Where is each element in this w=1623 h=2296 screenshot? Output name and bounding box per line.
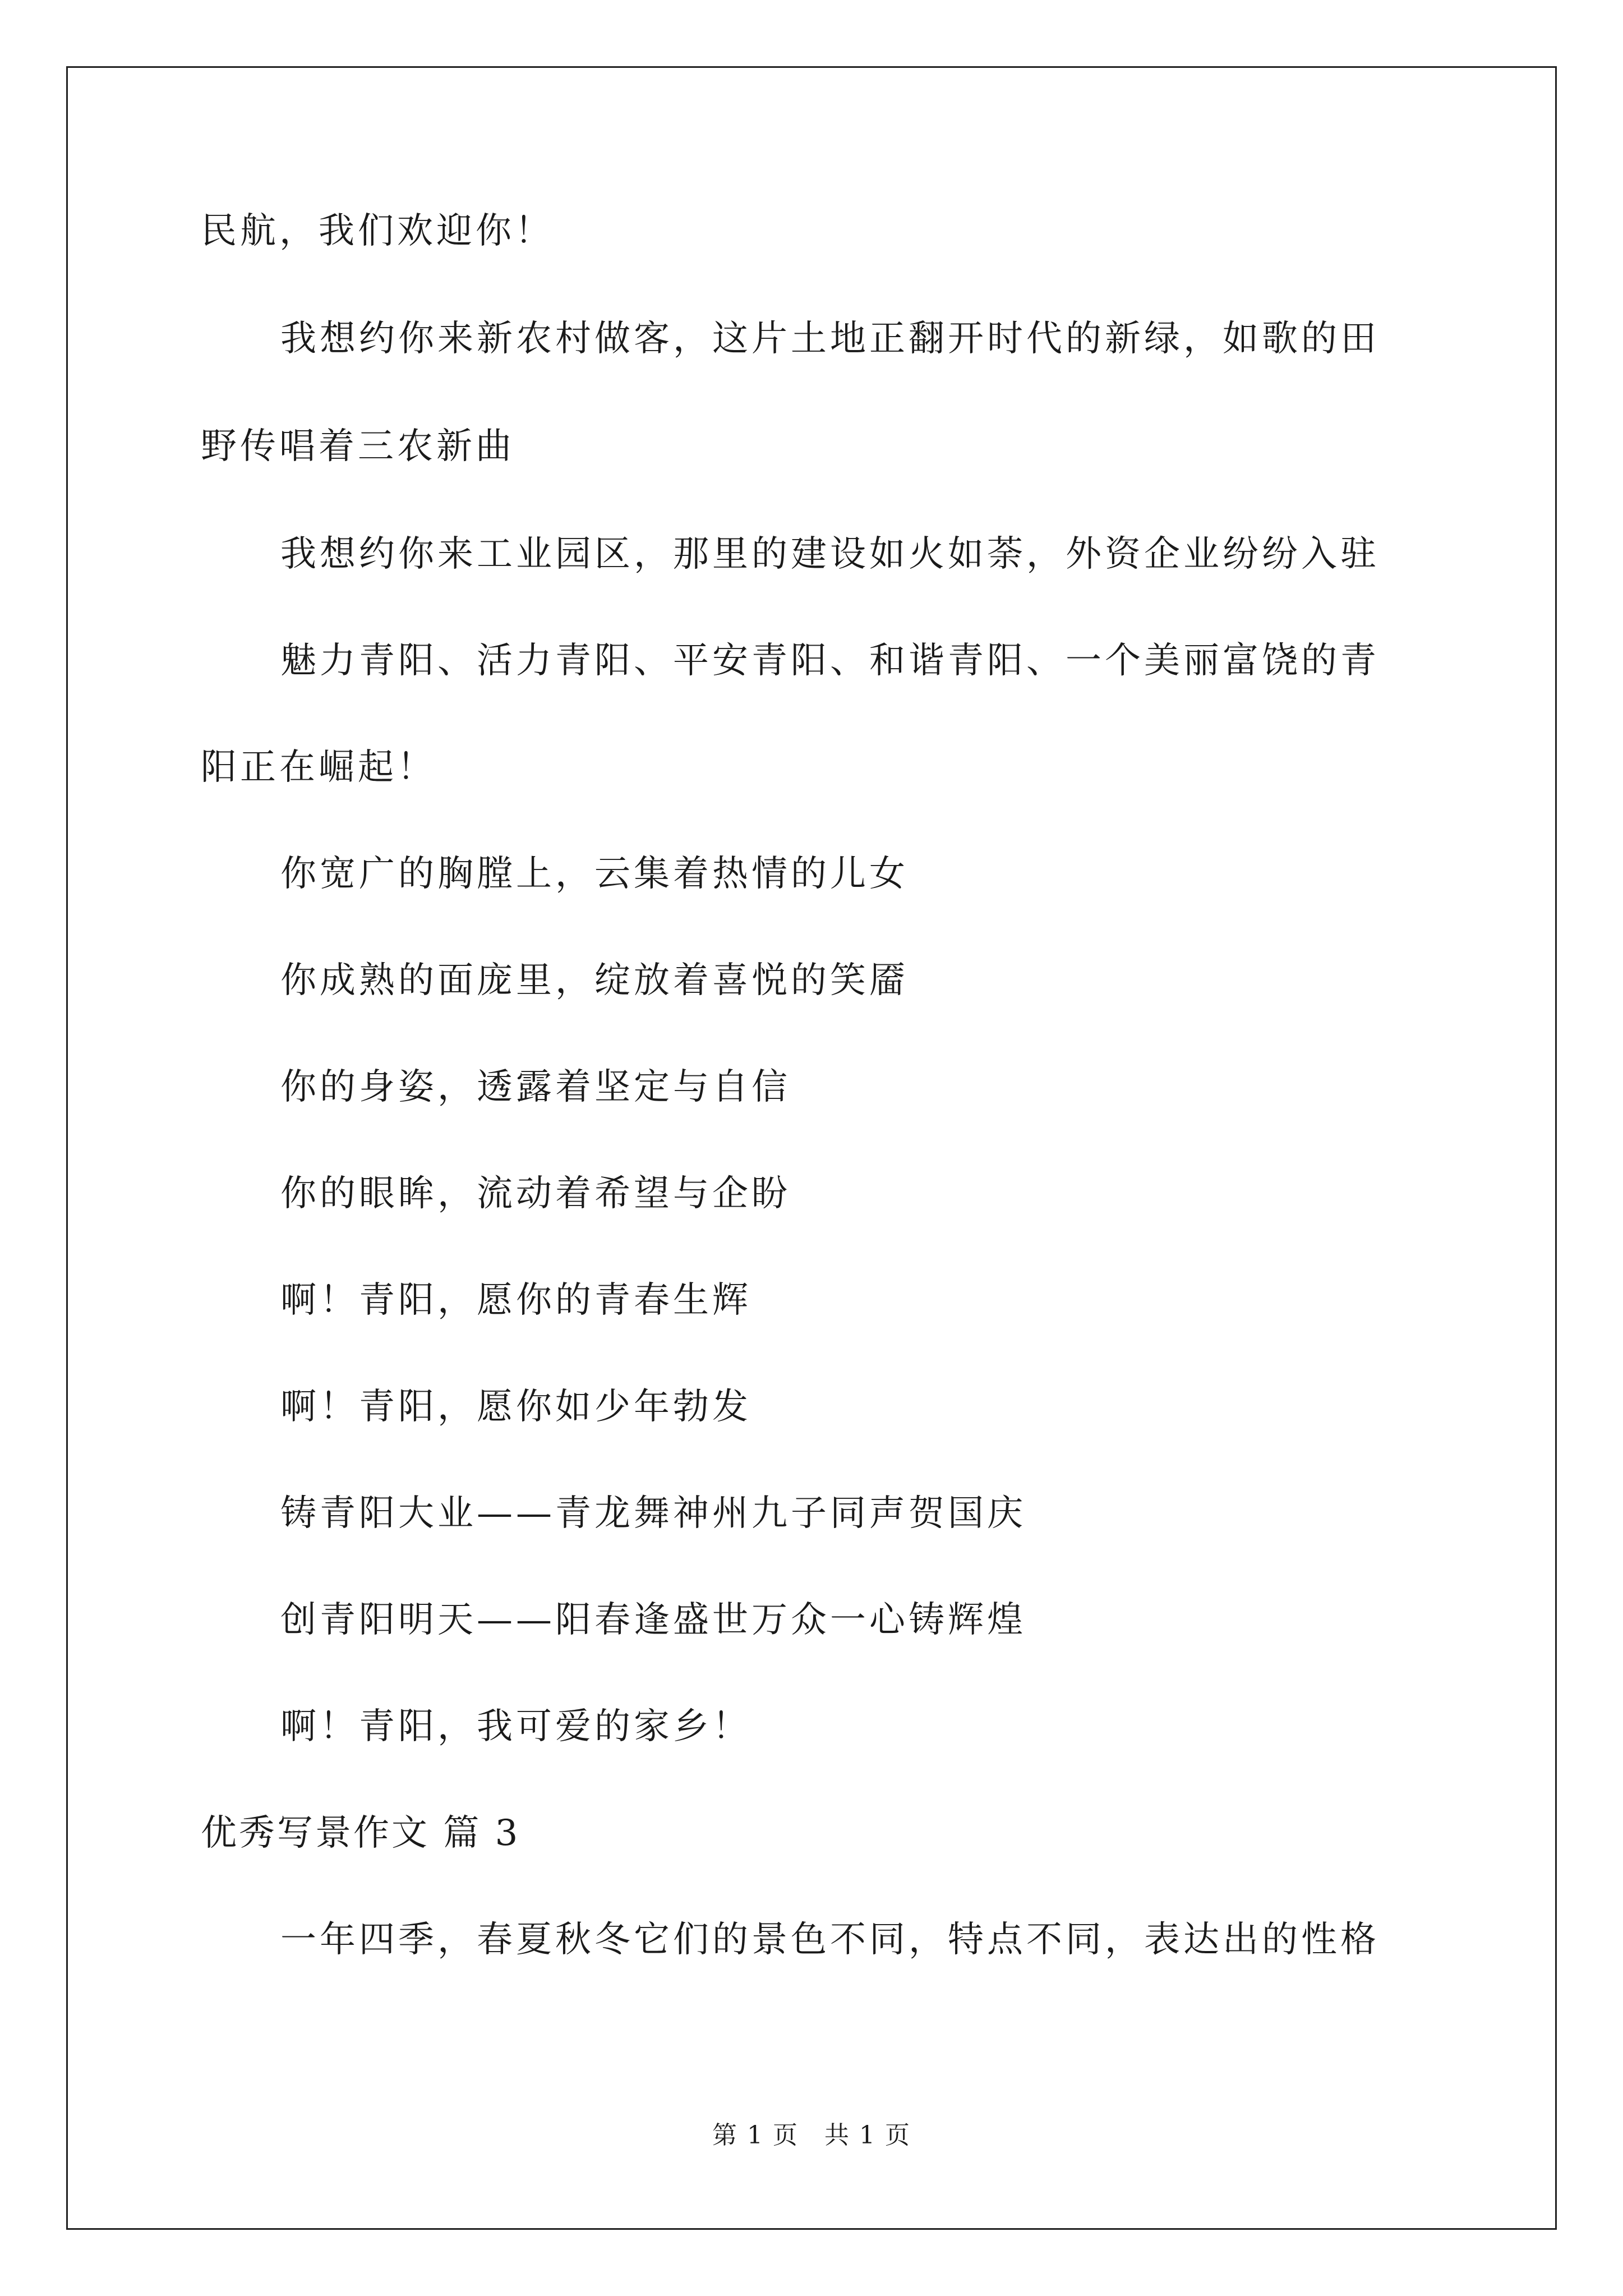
paragraph-line: 魅力青阳、活力青阳、平安青阳、和谐青阳、一个美丽富饶的青 [280,640,1380,682]
poem-line: 创青阳明天——阳春逢盛世万众一心铸辉煌 [280,1599,1026,1641]
poem-line: 你的身姿，透露着坚定与自信 [280,1066,791,1108]
paragraph-line: 我想约你来工业园区，那里的建设如火如荼，外资企业纷纷入驻 [280,533,1380,575]
text-line: 野传唱着三农新曲 [201,426,515,467]
paragraph-line: 我想约你来新农村做客，这片土地正翻开时代的新绿，如歌的田 [280,318,1380,360]
poem-line: 你成熟的面庞里，绽放着喜悦的笑靥 [280,960,909,1001]
section-heading: 优秀写景作文 篇 3 [201,1812,520,1854]
poem-line: 啊！青阳，愿你如少年勃发 [280,1386,751,1428]
page-footer: 第 1 页 共 1 页 [712,2121,911,2150]
text-line: 阳正在崛起！ [201,747,436,788]
poem-line: 啊！青阳，我可爱的家乡！ [280,1706,751,1747]
poem-line: 铸青阳大业——青龙舞神州九子同声贺国庆 [280,1493,1026,1534]
poem-line: 你的眼眸，流动着希望与企盼 [280,1173,791,1214]
text-line: 民航，我们欢迎你！ [201,210,554,252]
poem-line: 你宽广的胸膛上，云集着热情的儿女 [280,853,909,895]
paragraph-line: 一年四季，春夏秋冬它们的景色不同，特点不同，表达出的性格 [280,1919,1380,1961]
poem-line: 啊！青阳，愿你的青春生辉 [280,1280,751,1321]
page-border [66,66,1557,2230]
